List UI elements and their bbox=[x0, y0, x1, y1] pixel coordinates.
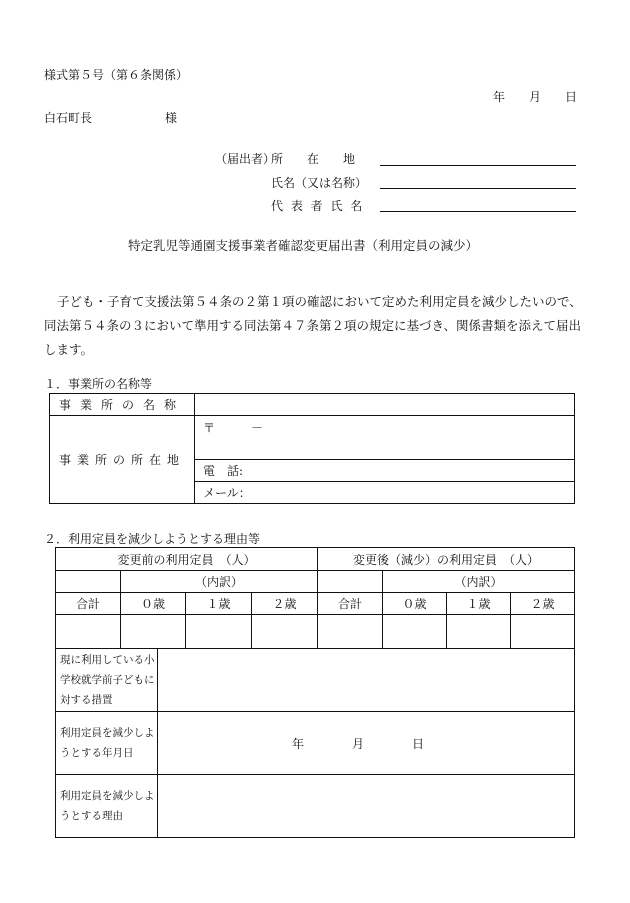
after-total-field[interactable] bbox=[318, 615, 383, 649]
body-paragraph: 子ども・子育て支援法第５４条の２第１項の確認において定めた利用定員を減少したいので、同法第５４条の３において準用する同法第４７条第２項の規定に基づき、関係書類を添えて届出します。 bbox=[44, 294, 582, 357]
capacity-table bbox=[55, 547, 575, 649]
facility-name-label: 事業所の名称 bbox=[50, 394, 195, 416]
facility-table bbox=[49, 393, 575, 504]
after-col-age2: ２歳 bbox=[511, 593, 575, 615]
after-age2-field[interactable] bbox=[511, 615, 575, 649]
reason-label: 利用定員を減少しようとする理由 bbox=[56, 775, 158, 838]
phone-field[interactable] bbox=[195, 460, 575, 482]
address-label: 所 在 地 bbox=[271, 152, 356, 166]
before-age1-field[interactable] bbox=[186, 615, 252, 649]
before-age0-field[interactable] bbox=[121, 615, 186, 649]
address-line[interactable] bbox=[380, 165, 576, 166]
reduction-date-field[interactable] bbox=[158, 712, 575, 775]
before-col-total: 合計 bbox=[56, 593, 121, 615]
form-number: 様式第５号（第６条関係） bbox=[44, 68, 189, 82]
measures-field[interactable] bbox=[158, 649, 575, 712]
email-field[interactable] bbox=[195, 482, 575, 504]
document-title: 特定乳児等通園支援事業者確認変更届出書（利用定員の減少） bbox=[128, 238, 479, 253]
facility-location-label: 事業所の所在地 bbox=[50, 416, 195, 504]
after-age0-field[interactable] bbox=[383, 615, 447, 649]
before-col-age2: ２歳 bbox=[252, 593, 318, 615]
before-age2-field[interactable] bbox=[252, 615, 318, 649]
after-col-age0: ０歳 bbox=[383, 593, 447, 615]
phone-label: 電 話: bbox=[203, 464, 244, 478]
after-age1-field[interactable] bbox=[447, 615, 511, 649]
postal-field[interactable] bbox=[195, 416, 575, 460]
after-breakdown-label: （内訳） bbox=[383, 571, 575, 593]
reason-field[interactable] bbox=[158, 775, 575, 838]
section1-heading: １．事業所の名称等 bbox=[44, 377, 153, 391]
before-col-age1: １歳 bbox=[186, 593, 252, 615]
reduction-date-value: 年 月 日 bbox=[292, 736, 425, 751]
name-label: 氏名（又は名称） bbox=[271, 176, 368, 190]
postal-label: 〒 － bbox=[203, 421, 264, 435]
applicant-group-label: （届出者） bbox=[215, 152, 276, 166]
addressee: 白石町長 bbox=[44, 111, 93, 125]
before-col-age0: ０歳 bbox=[121, 593, 186, 615]
honorific: 様 bbox=[165, 111, 178, 125]
email-label: メール： bbox=[203, 486, 251, 500]
rep-label: 代 表 者 氏 名 bbox=[271, 199, 365, 213]
reduction-date-label: 利用定員を減少しようとする年月日 bbox=[56, 712, 158, 775]
after-col-total: 合計 bbox=[318, 593, 383, 615]
before-capacity-header: 変更前の利用定員 （人） bbox=[56, 548, 318, 571]
before-breakdown-label: （内訳） bbox=[121, 571, 318, 593]
after-blank bbox=[318, 571, 383, 593]
before-total-field[interactable] bbox=[56, 615, 121, 649]
name-line[interactable] bbox=[380, 188, 576, 189]
before-blank bbox=[56, 571, 121, 593]
after-capacity-header: 変更後（減少）の利用定員 （人） bbox=[318, 548, 575, 571]
measures-label: 現に利用している小学校就学前子どもに対する措置 bbox=[56, 649, 158, 712]
section2-heading: ２．利用定員を減少しようとする理由等 bbox=[44, 532, 261, 546]
rep-line[interactable] bbox=[380, 211, 576, 212]
date-line: 年 月 日 bbox=[493, 90, 578, 104]
facility-name-field[interactable] bbox=[195, 394, 575, 416]
reason-table bbox=[55, 648, 575, 838]
after-col-age1: １歳 bbox=[447, 593, 511, 615]
